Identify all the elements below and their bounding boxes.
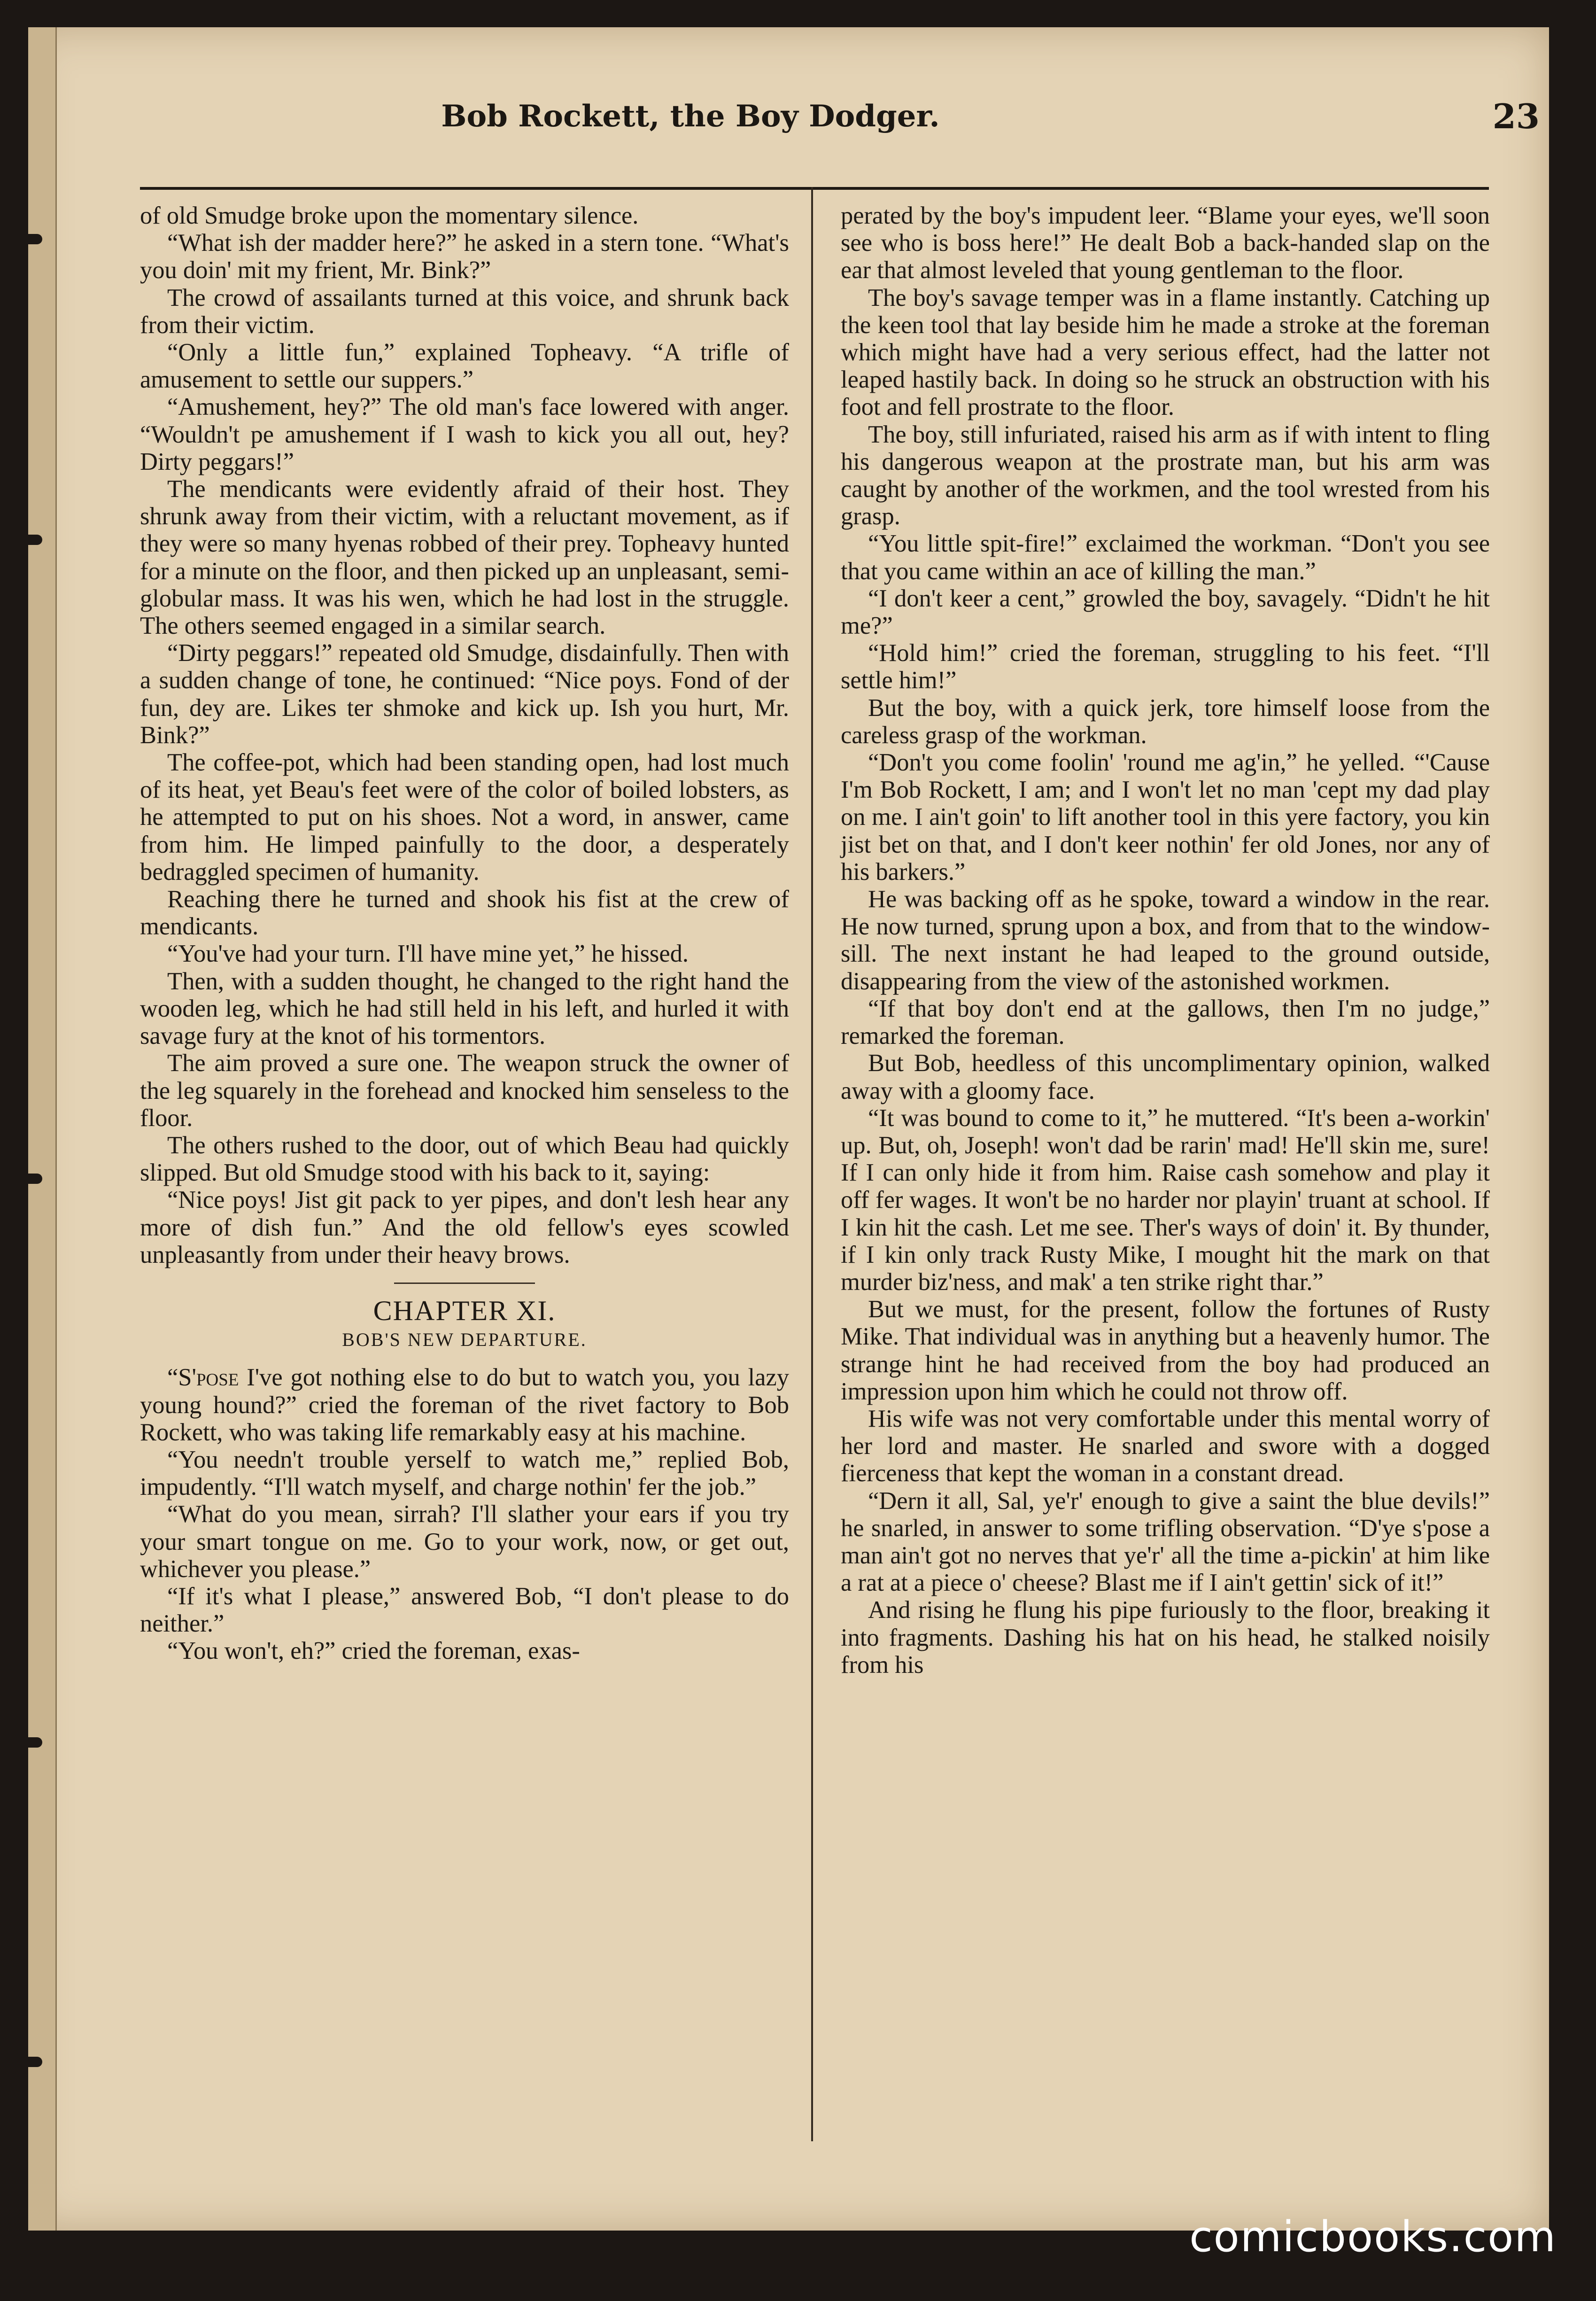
paragraph: But Bob, heedless of this uncomplimentary opinion, walked away with a gloomy face. [841,1049,1490,1104]
chapter-subtitle: BOB'S NEW DEPARTURE. [342,1329,587,1351]
paragraph: “Don't you come foolin' 'round me ag'in,” he yelled. “'Cause I'm Bob Rockett, I am; and I won't let no man 'cept my dad play on me. I ain't goin' to lift another tool in this yere factory, you kin jist bet on that, and I don't keer nothin' fer old Jones, nor any of his barkers.” [841,749,1490,886]
paragraph: The boy's savage temper was in a flame instantly. Catching up the keen tool that lay beside him he made a stroke at the foreman which might have had a very serious effect, had the latter not leaped hastily back. In doing so he struck an obstruction with his foot and fell prostrate to the floor. [841,284,1490,421]
paragraph: “If that boy don't end at the gallows, then I'm no judge,” remarked the foreman. [841,995,1490,1050]
running-title: Bob Rockett, the Boy Dodger. [441,99,940,134]
paragraph: of old Smudge broke upon the momentary silence. [140,202,639,229]
page-number: 23 [1492,96,1540,136]
right-column [841,202,1490,1679]
paragraph: “You needn't trouble yerself to watch me,” replied Bob, impudently. “I'll watch myself, and charge nothin' fer the job.” [140,1446,789,1501]
paragraph: “Dirty peggars!” repeated old Smudge, disdainfully. Then with a sudden change of tone, he continued: “Nice poys. Fond of der fun, dey are. Likes ter shmoke and kick up. Ish you hurt, Mr. Bink?” [140,639,789,749]
binding-stitch [22,1737,42,1748]
binding-stitch [22,234,42,244]
binding-stitch [22,535,42,545]
paragraph: The coffee-pot, which had been standing open, had lost much of its heat, yet Beau's feet were of the color of boiled lobsters, as he attempted to put on his shoes. Not a word, in answer, came from him. He limped painfully to the door, a desperately bedraggled specimen of humanity. [140,749,789,886]
left-column [140,202,789,1665]
paragraph: But we must, for the present, follow the fortunes of Rusty Mike. That individual was in anything but a heavenly humor. The strange hint he had received from the boy had produced an impression upon him which he could not throw off. [841,1296,1490,1405]
binding-spine [28,27,57,2231]
paragraph: “It was bound to come to it,” he muttered. “It's been a-workin' up. But, oh, Joseph! won't dad be rarin' mad! He'll skin me, sure! If I can only hide it from him. Raise cash somehow and play it off fer wages. It won't be no harder nor playin' truant at school. If I kin hit the cash. Let me see. Ther's ways of doin' it. By thunder, if I kin only track Rusty Mike, I mought hit the mark on that murder biz'ness, and mak' a ten strike right thar.” [841,1104,1490,1296]
site-watermark: comicbooks.com [1189,2212,1557,2262]
paragraph: “Dern it all, Sal, ye'r' enough to give a saint the blue devils!” he snarled, in answer to some trifling observation. “D'ye s'pose a man ain't got no nerves that ye'r' all the time a-pickin' at him like a rat at a piece o' cheese? Blast me if I ain't gettin' sick of it!” [841,1487,1490,1597]
paragraph: “Only a little fun,” explained Topheavy. “A trifle of amusement to settle our suppers.” [140,339,789,394]
paragraph: The crowd of assailants turned at this voice, and shrunk back from their victim. [140,284,789,339]
binding-stitch [22,2057,42,2067]
header-rule [140,187,1489,190]
paragraph: “I don't keer a cent,” growled the boy, savagely. “Didn't he hit me?” [841,584,1490,640]
paragraph: The others rushed to the door, out of which Beau had quickly slipped. But old Smudge stood with his back to it, saying: [140,1131,789,1187]
paragraph: “You won't, eh?” cried the foreman, exas- [167,1637,580,1665]
paragraph: “What do you mean, sirrah? I'll slather your ears if you try your smart tongue on me. Go to your work, now, or get out, whichever you please.” [140,1500,789,1583]
paragraph: Reaching there he turned and shook his fist at the crew of mendicants. [140,886,789,941]
paragraph: perated by the boy's impudent leer. “Blame your eyes, we'll soon see who is boss here!” He dealt Bob a back-handed slap on the ear that almost leveled that young gentleman to the floor. [841,202,1490,284]
paragraph: But the boy, with a quick jerk, tore himself loose from the careless grasp of the workman. [841,694,1490,749]
paragraph: His wife was not very comfortable under this mental worry of her lord and master. He snarled and swore with a dogged fierceness that kept the woman in a constant dread. [841,1405,1490,1487]
opening-text: I've got nothing else to do but to watch you, you lazy young hound?” cried the foreman of the rivet factory to Bob Rockett, who was taking life remarkably easy at his machine. [140,1364,789,1446]
paragraph: “If it's what I please,” answered Bob, “I don't please to do neither.” [140,1582,789,1638]
column-divider [811,187,813,2141]
paragraph: “You've had your turn. I'll have mine yet,” he hissed. [167,940,689,968]
opening-smallcaps: “S'pose [167,1364,239,1391]
paragraph: The boy, still infuriated, raised his arm as if with intent to fling his dangerous weapon at the prostrate man, but his arm was caught by another of the workmen, and the tool wrested from his grasp. [841,420,1490,530]
paragraph: The aim proved a sure one. The weapon struck the owner of the leg squarely in the forehead and knocked him senseless to the floor. [140,1049,789,1132]
paragraph: “Hold him!” cried the foreman, struggling to his feet. “I'll settle him!” [841,639,1490,694]
paragraph: “What ish der madder here?” he asked in a stern tone. “What's you doin' mit my frient, Mr. Bink?” [140,229,789,284]
paragraph: He was backing off as he spoke, toward a window in the rear. He now turned, sprung upon a box, and from that to the window-sill. The next instant he had leaped to the ground outside, disappearing from the view of the astonished workmen. [841,886,1490,995]
paragraph: And rising he flung his pipe furiously to the floor, breaking it into fragments. Dashing his hat on his head, he stalked noisily from his [841,1596,1490,1679]
chapter-title: CHAPTER XI. [373,1295,556,1326]
section-rule [394,1283,535,1284]
chapter-opening-paragraph [140,1364,789,1446]
paragraph: “Amushement, hey?” The old man's face lowered with anger. “Wouldn't pe amushement if I wash to kick you all out, hey? Dirty peggars!” [140,393,789,475]
paragraph: The mendicants were evidently afraid of their host. They shrunk away from their victim, with a reluctant movement, as if they were so many hyenas robbed of their prey. Topheavy hunted for a minute on the floor, and then picked up an unpleasant, semi-globular mass. It was his wen, which he had lost in the struggle. The others seemed engaged in a similar search. [140,475,789,640]
binding-stitch [22,1174,42,1184]
paragraph: “You little spit-fire!” exclaimed the workman. “Don't you see that you came within an ace of killing the man.” [841,530,1490,585]
paragraph: Then, with a sudden thought, he changed to the right hand the wooden leg, which he had still held in his left, and hurled it with savage fury at the knot of his tormentors. [140,967,789,1050]
paragraph: “Nice poys! Jist git pack to yer pipes, and don't lesh hear any more of dish fun.” And the old fellow's eyes scowled unpleasantly from under their heavy brows. [140,1186,789,1268]
